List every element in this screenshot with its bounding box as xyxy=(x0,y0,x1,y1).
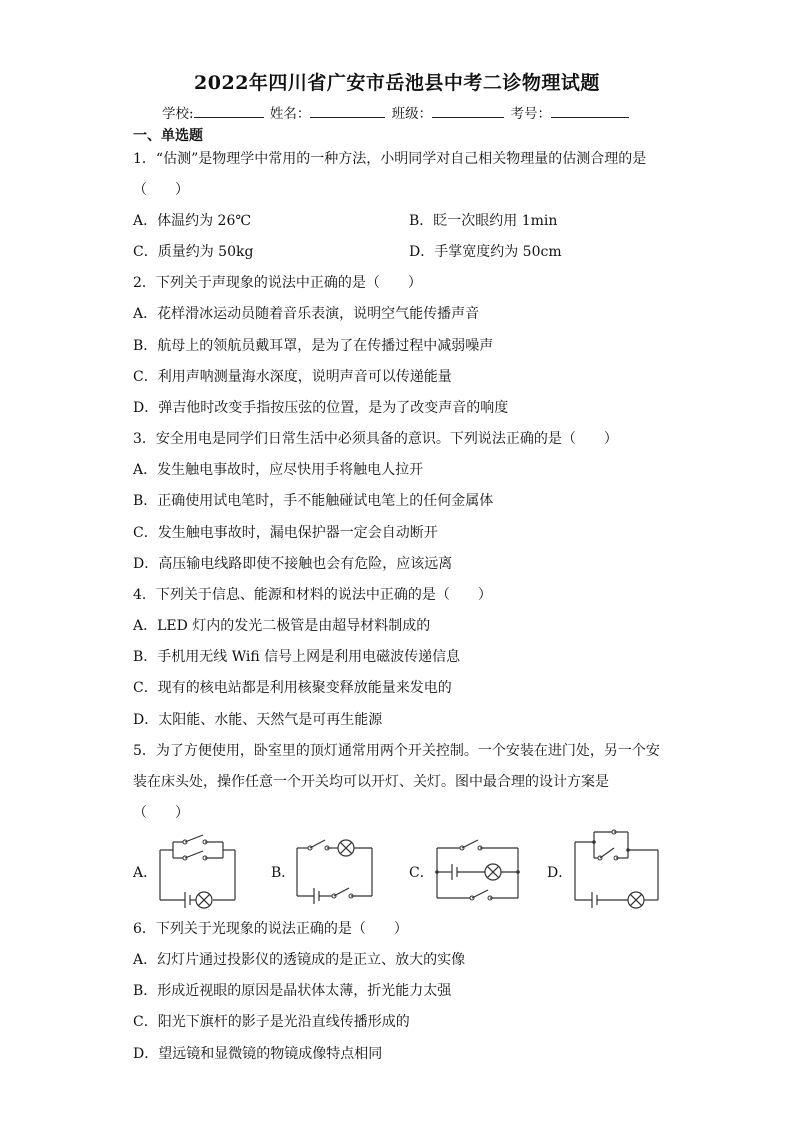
question-4-stem: 4．下列关于信息、能源和材料的说法中正确的是（ ） xyxy=(133,587,492,603)
question-2-stem: 2．下列关于声现象的说法中正确的是（ ） xyxy=(133,275,422,291)
question-6-option-c: C．阳光下旗杆的影子是光沿直线传播形成的 xyxy=(133,1014,410,1030)
exam-no-blank[interactable] xyxy=(551,103,629,118)
question-6-stem: 6．下列关于光现象的说法正确的是（ ） xyxy=(133,921,408,937)
circuit-b-diagram xyxy=(292,828,382,912)
question-2-option-a: A．花样滑冰运动员随着音乐表演，说明空气能传播声音 xyxy=(133,306,480,322)
school-blank[interactable] xyxy=(194,103,264,118)
exam-no-label: 考号： xyxy=(510,106,551,122)
class-blank[interactable] xyxy=(432,103,504,118)
question-1-option-d: D．手掌宽度约为 50cm xyxy=(409,244,562,260)
name-label: 姓名： xyxy=(269,106,311,122)
school-label: 学校: xyxy=(162,106,194,122)
page-title: 2022年四川省广安市岳池县中考二诊物理试题 xyxy=(194,72,600,94)
question-4-option-b: B．手机用无线 Wifi 信号上网是利用电磁波传递信息 xyxy=(133,649,461,665)
question-5-bracket: （ ） xyxy=(133,805,189,821)
circuit-diagrams xyxy=(0,828,794,914)
question-1-stem: 1．“估测”是物理学中常用的一种方法，小明同学对自己相关物理量的估测合理的是 xyxy=(133,151,647,167)
class-label: 班级： xyxy=(391,106,433,122)
question-1-bracket: （ ） xyxy=(133,182,189,198)
question-5-stem-line-1: 5．为了方便使用，卧室里的顶灯通常用两个开关控制。一个安装在进门处，另一个安 xyxy=(133,743,660,759)
question-1-option-a: A．体温约为 26℃ xyxy=(133,213,252,229)
circuit-b-label: B． xyxy=(271,865,296,881)
circuit-d-label: D． xyxy=(547,865,573,881)
question-4-option-c: C．现有的核电站都是利用核聚变释放能量来发电的 xyxy=(133,680,452,696)
question-6-option-a: A．幻灯片通过投影仪的透镜成的是正立、放大的实像 xyxy=(133,952,466,968)
circuit-c-label: C． xyxy=(409,865,434,881)
section-title: 一、单选题 xyxy=(133,128,203,144)
question-2-option-b: B．航母上的领航员戴耳罩，是为了在传播过程中减弱噪声 xyxy=(133,338,494,354)
question-3-stem: 3．安全用电是同学们日常生活中必须具备的意识。下列说法正确的是（ ） xyxy=(133,431,618,447)
question-2-option-c: C．利用声呐测量海水深度，说明声音可以传递能量 xyxy=(133,369,452,385)
question-3-option-a: A．发生触电事故时，应尽快用手将触电人拉开 xyxy=(133,462,424,478)
question-6-option-b: B．形成近视眼的原因是晶状体太薄，折光能力太强 xyxy=(133,983,452,999)
student-info-row xyxy=(162,102,631,122)
question-1-option-b: B．眨一次眼约用 1min xyxy=(409,213,558,229)
question-3-option-c: C．发生触电事故时，漏电保护器一定会自动断开 xyxy=(133,525,438,541)
question-6-option-d: D．望远镜和显微镜的物镜成像特点相同 xyxy=(133,1046,383,1062)
circuit-c-diagram xyxy=(432,828,527,912)
question-3-option-b: B．正确使用试电笔时，手不能触碰试电笔上的任何金属体 xyxy=(133,493,494,509)
question-3-option-d: D．高压输电线路即使不接触也会有危险，应该远离 xyxy=(133,556,453,572)
question-4-option-a: A．LED 灯内的发光二极管是由超导材料制成的 xyxy=(133,618,431,634)
circuit-d-diagram xyxy=(570,828,665,912)
question-2-option-d: D．弹吉他时改变手指按压弦的位置，是为了改变声音的响度 xyxy=(133,400,509,416)
circuit-a-diagram xyxy=(155,828,245,912)
question-5-stem-line-2: 装在床头处，操作任意一个开关均可以开灯、关灯。图中最合理的设计方案是 xyxy=(133,774,609,790)
circuit-a-label: A． xyxy=(133,865,158,881)
question-4-option-d: D．太阳能、水能、天然气是可再生能源 xyxy=(133,712,383,728)
name-blank[interactable] xyxy=(310,103,385,118)
question-1-option-c: C．质量约为 50kg xyxy=(133,244,254,260)
